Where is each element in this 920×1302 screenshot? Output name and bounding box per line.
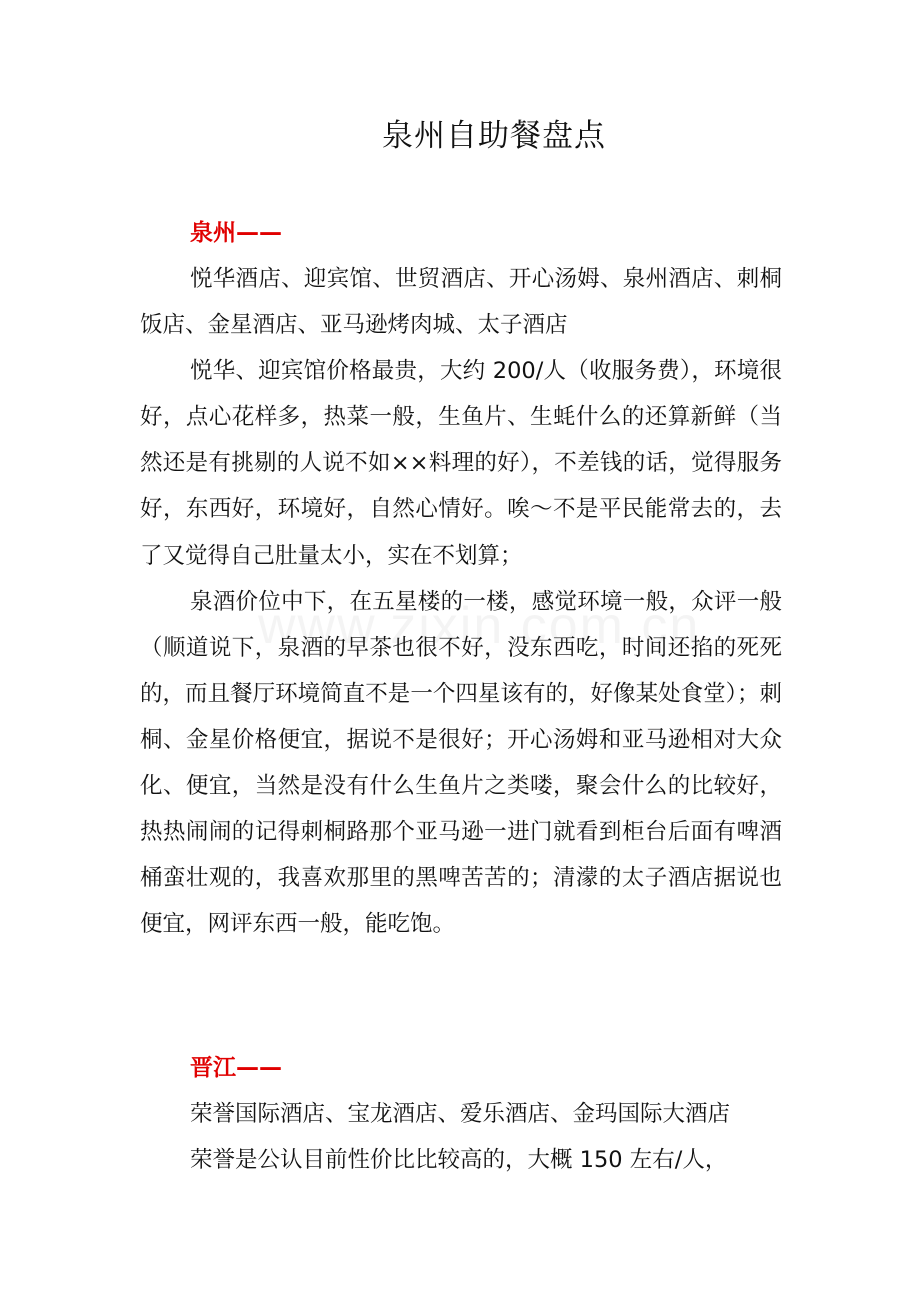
review-paragraph: 泉酒价位中下，在五星楼的一楼，感觉环境一般，众评一般（顺道说下，泉酒的早茶也很不好，没东西吃，时间还掐的死死的，而且餐厅环境简直不是一个四星该有的，好像某处食堂）；刺桐、金星价格便宜，据说不是很好；开心汤姆和亚马逊相对大众化、便宜，当然是没有什么生鱼片之类喽，聚会什么的比较好，热热闹闹的记得刺桐路那个亚马逊一进门就看到柜台后面有啤酒桶蛮壮观的，我喜欢那里的黑啤苦苦的；清濛的太子酒店据说也便宜，网评东西一般，能吃饱。 bbox=[140, 588, 782, 938]
hotel-list-paragraph: 悦华酒店、迎宾馆、世贸酒店、开心汤姆、泉州酒店、刺桐饭店、金星酒店、亚马逊烤肉城、太子酒店 bbox=[140, 266, 782, 339]
section-quanzhou bbox=[140, 210, 782, 947]
section-jinjiang bbox=[140, 1045, 782, 1183]
section-heading: 晋江—— bbox=[190, 1055, 282, 1081]
section-heading: 泉州—— bbox=[190, 220, 282, 246]
review-paragraph: 荣誉是公认目前性价比比较高的，大概 150 左右/人， bbox=[190, 1147, 728, 1174]
hotel-list-paragraph: 荣誉国际酒店、宝龙酒店、爱乐酒店、金玛国际大酒店 bbox=[190, 1101, 731, 1127]
review-paragraph: 悦华、迎宾馆价格最贵，大约 200/人（收服务费），环境很好，点心花样多，热菜一般，生鱼片、生蚝什么的还算新鲜（当然还是有挑剔的人说不如××料理的好），不差钱的话，觉得服务好，东西好，环境好，自然心情好。唉～不是平民能常去的，去了又觉得自己肚量太小，实在不划算； bbox=[140, 358, 782, 569]
document-title: 泉州自助餐盘点 bbox=[382, 118, 606, 154]
